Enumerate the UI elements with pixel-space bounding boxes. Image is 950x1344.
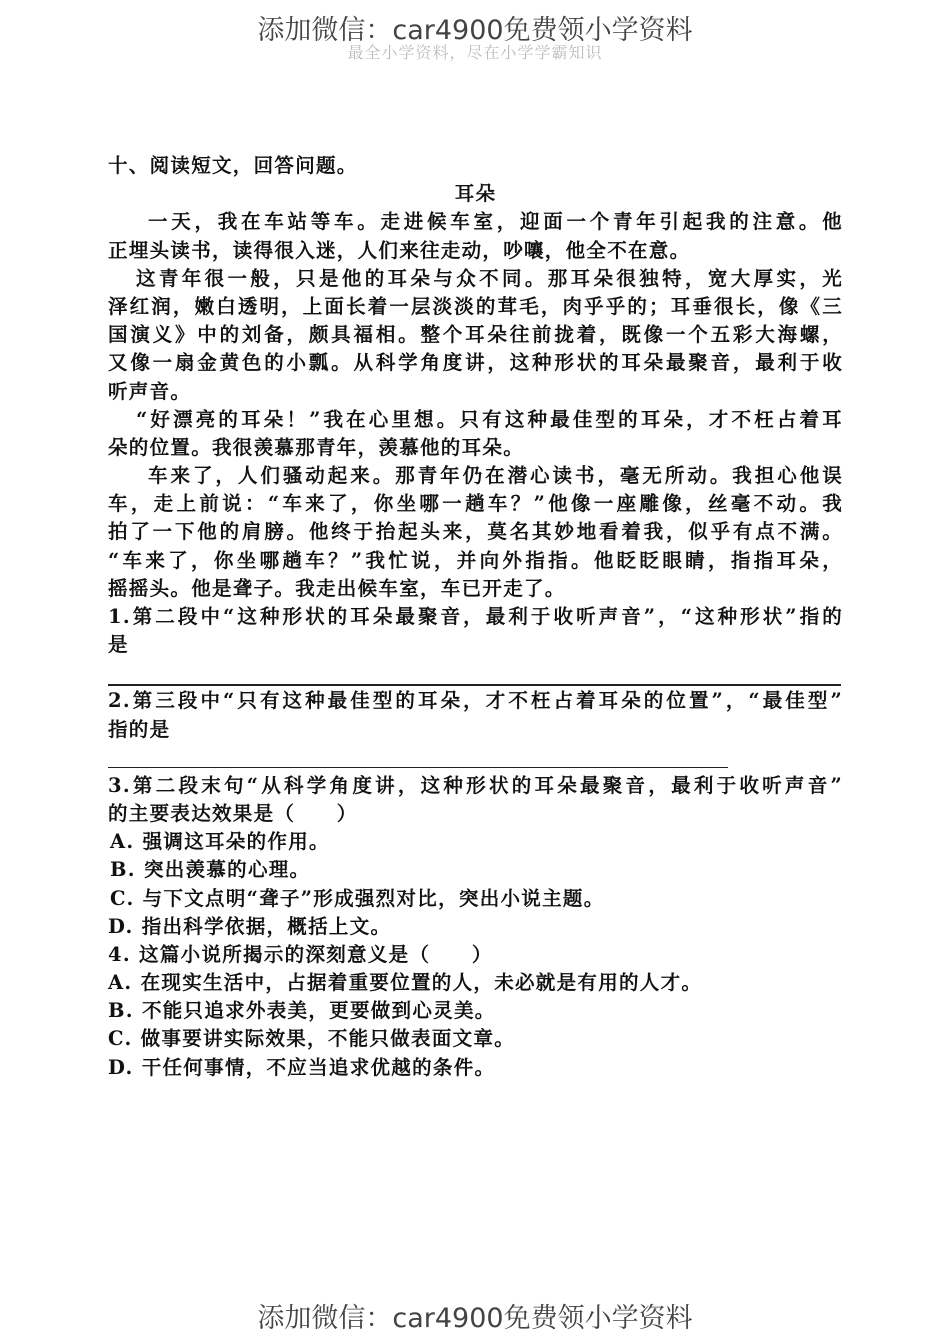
passage-line: 这青年很一般，只是他的耳朵与众不同。那耳朵很独特，宽大厚实，光 <box>136 266 843 290</box>
question-2 <box>108 687 843 743</box>
passage-line: 泽红润，嫩白透明，上面长着一层淡淡的茸毛，肉乎乎的；耳垂很长，像《三 <box>108 294 843 318</box>
option-c: C. 做事要讲实际效果，不能只做表面文章。 <box>108 1027 516 1051</box>
section-heading: 十、阅读短文，回答问题。 <box>108 154 358 177</box>
passage-line: 一天，我在车站等车。走进候车室，迎面一个青年引起我的注意。他 <box>148 210 843 234</box>
question-text: 的主要表达效果是（ ） <box>108 801 358 825</box>
option-a: A. 强调这耳朵的作用。 <box>110 830 330 854</box>
option-b: B. 不能只追求外表美，更要做到心灵美。 <box>108 999 496 1023</box>
question-text: 是 <box>108 633 129 657</box>
answer-line-q2 <box>108 767 728 768</box>
question-text: 指的是 <box>108 717 171 741</box>
passage-line: 车来了，人们骚动起来。那青年仍在潜心读书，毫无所动。我担心他误 <box>148 464 843 488</box>
passage <box>108 208 843 603</box>
passage-line: “好漂亮的耳朵！”我在心里想。只有这种最佳型的耳朵，才不枉占着耳 <box>136 407 843 431</box>
passage-line: 拍了一下他的肩膀。他终于抬起头来，莫名其妙地看着我，似乎有点不满。 <box>108 520 843 544</box>
question-text: 2.第三段中“只有这种最佳型的耳朵，才不枉占着耳朵的位置”，“最佳型” <box>108 689 843 713</box>
passage-line: 又像一扇金黄色的小瓢。从科学角度讲，这种形状的耳朵最聚音，最利于收 <box>108 351 843 375</box>
faded-header-text: 最全小学资料，尽在小学学霸知识 <box>347 43 603 62</box>
answer-line-q1 <box>108 684 841 686</box>
passage-line: “车来了，你坐哪趟车？”我忙说，并向外指指。他眨眨眼睛，指指耳朵， <box>108 548 843 572</box>
passage-title: 耳朵 <box>454 182 497 206</box>
question-text: 4. 这篇小说所揭示的深刻意义是（ ） <box>108 942 493 966</box>
question-4 <box>108 941 843 1082</box>
option-b: B. 突出羡慕的心理。 <box>110 858 311 882</box>
passage-line: 朵的位置。我很羡慕那青年，羡慕他的耳朵。 <box>108 435 525 459</box>
passage-line: 车，走上前说：“车来了，你坐哪一趟车？”他像一座雕像，丝毫不动。我 <box>108 492 843 516</box>
question-text: 1.第二段中“这种形状的耳朵最聚音，最利于收听声音”，“这种形状”指的 <box>108 605 843 628</box>
watermark-top: 添加微信：car4900免费领小学资料 <box>257 15 693 46</box>
passage-line: 国演义》中的刘备，颇具福相。整个耳朵往前拢着，既像一个五彩大海螺， <box>108 323 843 347</box>
option-d: D. 指出科学依据，概括上文。 <box>108 914 392 938</box>
option-c: C. 与下文点明“聋子”形成强烈对比，突出小说主题。 <box>110 886 605 910</box>
question-1 <box>108 603 843 659</box>
option-a: A. 在现实生活中，占据着重要位置的人，未必就是有用的人才。 <box>108 971 703 995</box>
passage-line: 摇摇头。他是聋子。我走出候车室，车已开走了。 <box>108 576 566 600</box>
question-3 <box>108 772 843 941</box>
passage-line: 听声音。 <box>108 379 192 403</box>
question-text: 3.第二段末句“从科学角度讲，这种形状的耳朵最聚音，最利于收听声音” <box>108 773 843 797</box>
passage-line: 正埋头读书，读得很入迷，人们来往走动，吵嚷，他全不在意。 <box>108 238 691 262</box>
reading-section <box>108 152 843 1082</box>
watermark-bottom: 添加微信：car4900免费领小学资料 <box>257 1303 693 1334</box>
option-d: D. 干任何事情，不应当追求优越的条件。 <box>108 1055 496 1079</box>
